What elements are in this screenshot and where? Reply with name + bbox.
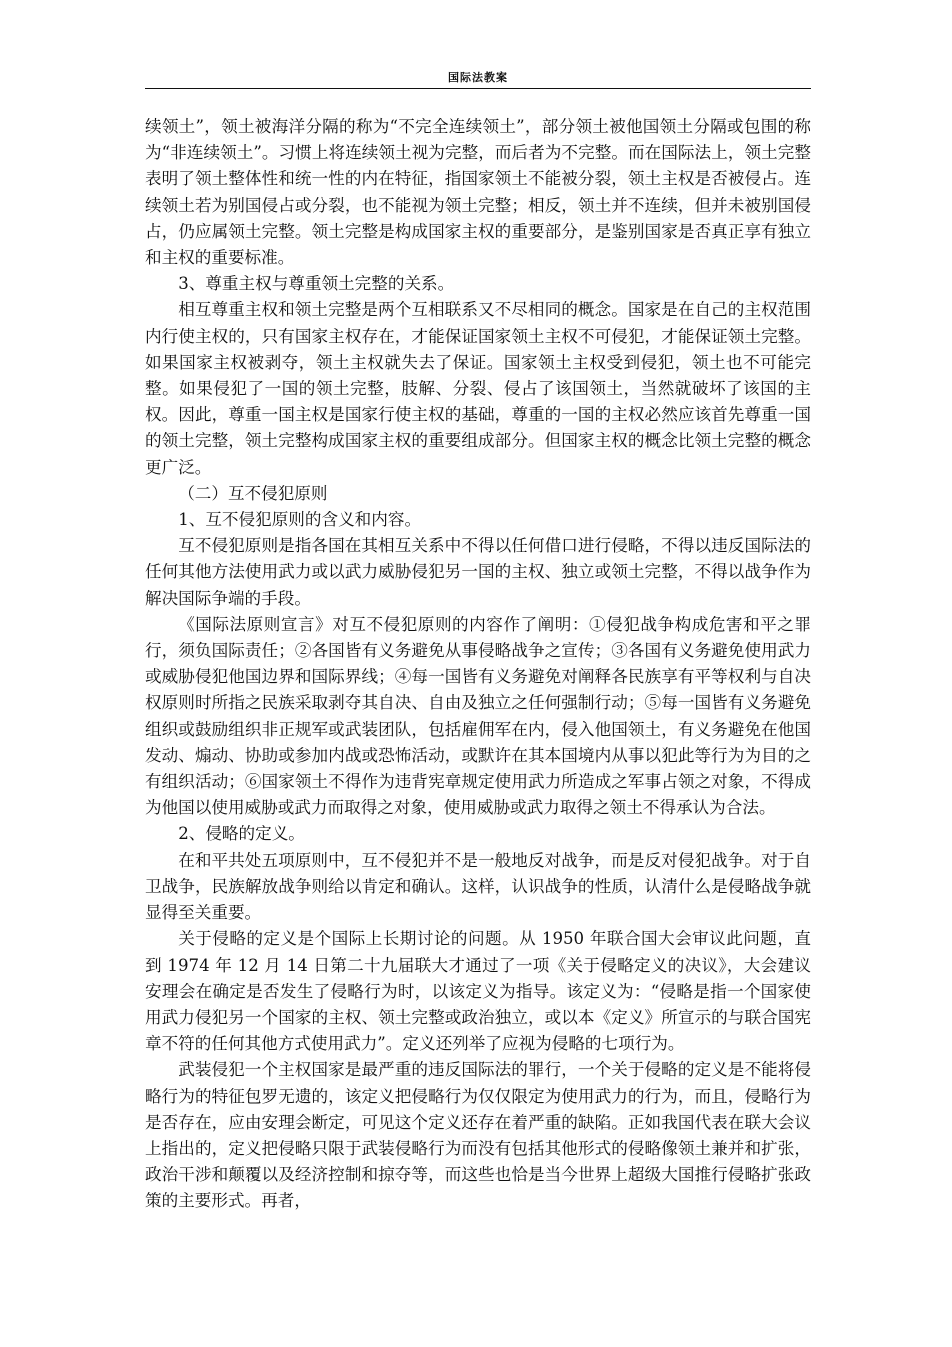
section-heading: 2、侵略的定义。 (178, 824, 305, 844)
page-header (145, 66, 811, 89)
paragraph: 《国际法原则宣言》对互不侵犯原则的内容作了阐明：①侵犯战争构成危害和平之罪行，须负国际责任；②各国皆有义务避免从事侵略战争之宣传；③各国有义务避免使用武力或威胁侵犯他国边界和国际界线；④每一国皆有义务避免对阐释各民族享有平等权利与自决权原则时所指之民族采取剥夺其自决、自由及独立之任何强制行动；⑤每一国皆有义务避免组织或鼓励组织非正规军或武装团队，包括雇佣军在内，侵入他国领土，有义务避免在他国发动、煽动、协助或参加内战或恐怖活动，或默许在其本国境内从事以犯此等行为为目的之有组织活动；⑥国家领土不得作为违背宪章规定使用武力所造成之军事占领之对象，不得成为他国以使用威胁或武力而取得之对象，使用威胁或武力取得之领土不得承认为合法。 (145, 614, 811, 818)
paragraph: 相互尊重主权和领土完整是两个互相联系又不尽相同的概念。国家是在自己的主权范围内行使主权的，只有国家主权存在，才能保证国家领土主权不可侵犯，才能保证领土完整。如果国家主权被剥夺，领土主权就失去了保证。国家领土主权受到侵犯，领土也不可能完整。如果侵犯了一国的领土完整，肢解、分裂、侵占了该国领土，当然就破坏了该国的主权。因此，尊重一国主权是国家行使主权的基础，尊重的一国的主权必然应该首先尊重一国的领土完整，领土完整构成国家主权的重要组成部分。但国家主权的概念比领土完整的概念更广泛。 (145, 300, 811, 477)
paragraph: 互不侵犯原则是指各国在其相互关系中不得以任何借口进行侵略，不得以违反国际法的任何其他方法使用武力或以武力威胁侵犯另一国的主权、独立或领土完整，不得以战争作为解决国际争端的手段。 (145, 536, 811, 608)
body-text (145, 114, 811, 1215)
header-title: 国际法教案 (448, 71, 508, 84)
section-heading: 1、互不侵犯原则的含义和内容。 (178, 510, 422, 530)
section-heading: （二）互不侵犯原则 (178, 483, 328, 503)
paragraph: 武装侵犯一个主权国家是最严重的违反国际法的罪行，一个关于侵略的定义是不能将侵略行为的特征包罗无遗的，该定义把侵略行为仅仅限定为使用武力的行为，而且，侵略行为是否存在，应由安理会断定，可见这个定义还存在着严重的缺陷。正如我国代表在联大会议上指出的，定义把侵略只限于武装侵略行为而没有包括其他形式的侵略像领土兼并和扩张，政治干涉和颠覆以及经济控制和掠夺等，而这些也恰是当今世界上超级大国推行侵略扩张政策的主要形式。再者， (145, 1060, 811, 1211)
section-heading: 3、尊重主权与尊重领土完整的关系。 (178, 274, 455, 294)
paragraph: 续领土”，领土被海洋分隔的称为“不完全连续领土”，部分领土被他国领土分隔或包围的称为“非连续领土”。习惯上将连续领土视为完整，而后者为不完整。而在国际法上，领土完整表明了领土整体性和统一性的内在特征，指国家领土不能被分裂，领土主权是否被侵占。连续领土若为别国侵占或分裂，也不能视为领土完整；相反，领土并不连续，但并未被别国侵占，仍应属领土完整。领土完整是构成国家主权的重要部分，是鉴别国家是否真正享有独立和主权的重要标准。 (145, 117, 811, 268)
paragraph: 在和平共处五项原则中，互不侵犯并不是一般地反对战争，而是反对侵犯战争。对于自卫战争，民族解放战争则给以肯定和确认。这样，认识战争的性质，认清什么是侵略战争就显得至关重要。 (145, 850, 811, 923)
paragraph: 关于侵略的定义是个国际上长期讨论的问题。从 1950 年联合国大会审议此问题，直到 1974 年 12 月 14 日第二十九届联大才通过了一项《关于侵略定义的决议》，大会建议安理会在确定是否发生了侵略行为时，以该定义为指导。该定义为：“侵略是指一个国家使用武力侵犯另一个国家的主权、领土完整或政治独立，或以本《定义》所宣示的与联合国宪章不符的任何其他方式使用武力”。定义还列举了应视为侵略的七项行为。 (145, 929, 811, 1054)
